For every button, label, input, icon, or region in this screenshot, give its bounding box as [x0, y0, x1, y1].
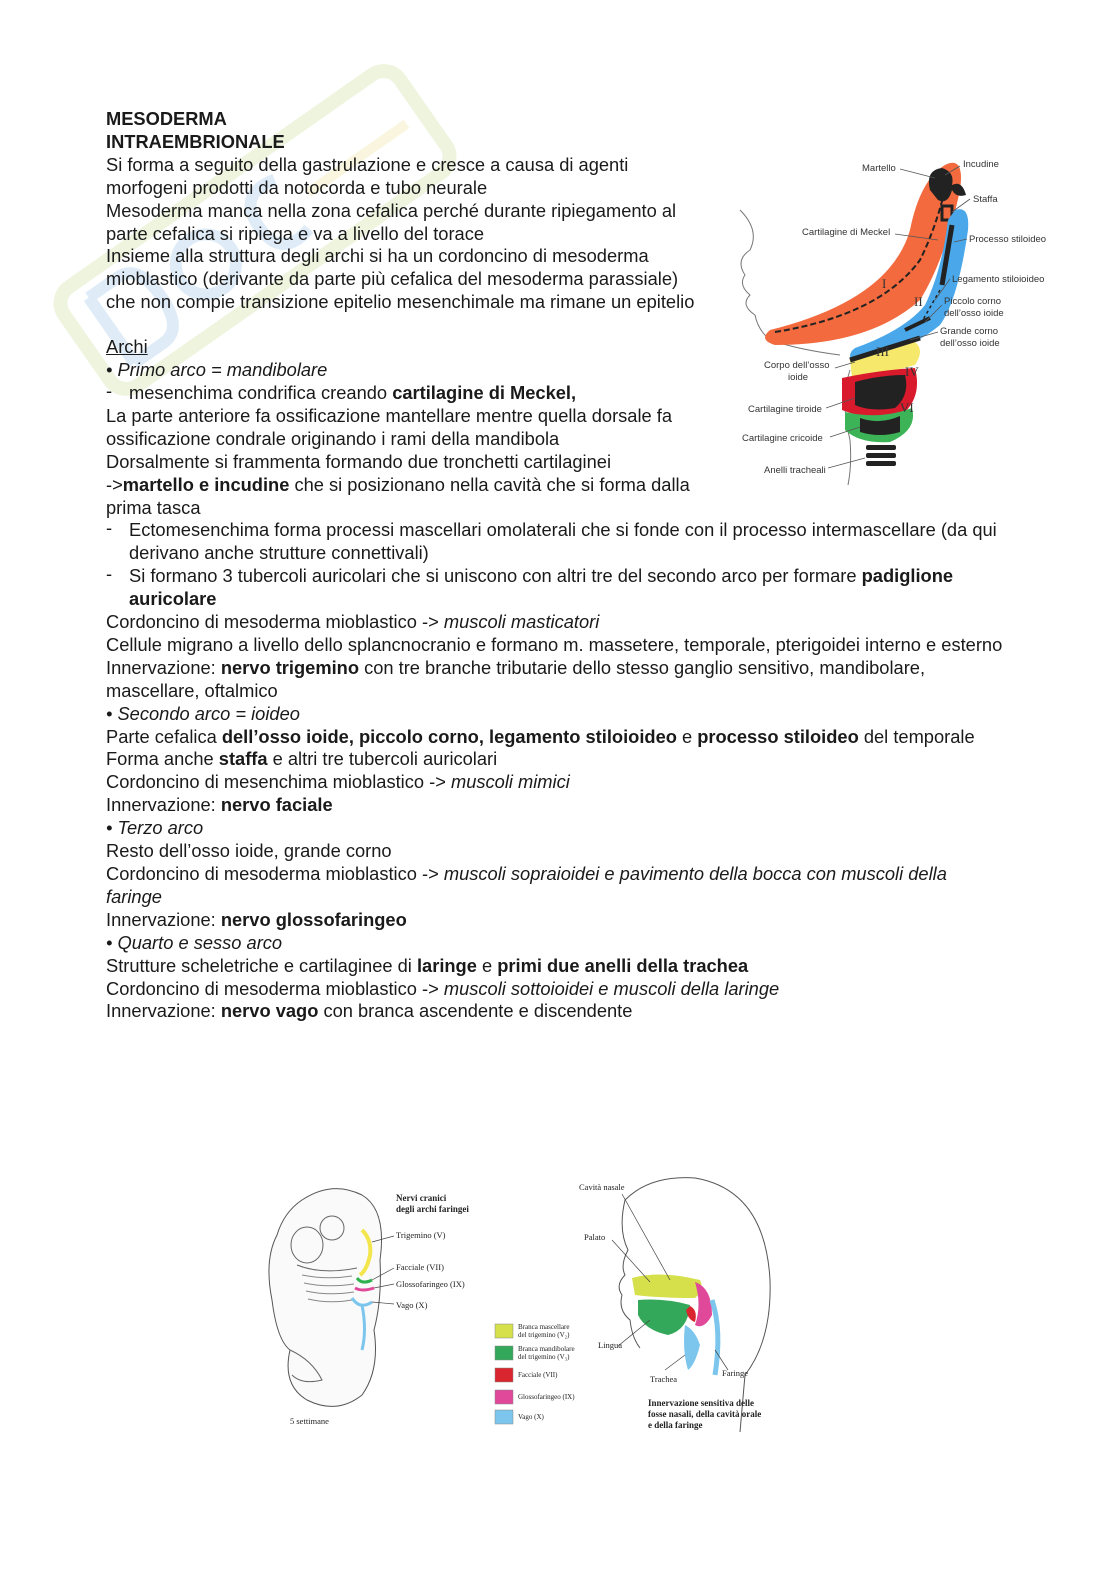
caption-line-2: fosse nasali, della cavità orale	[648, 1409, 762, 1419]
caption-line-3: e della faringe	[648, 1420, 703, 1430]
first-arch-innervation: Innervazione: nervo trigemino con tre branche tributarie dello stesso ganglio sensitivo, mandibolare, mascellare, oftalmico	[106, 656, 926, 701]
thyroid-cartilage	[855, 375, 906, 409]
label-corpo-ioide-2: ioide	[788, 372, 809, 383]
first-arch-bullet: • Primo arco = mandibolare	[106, 359, 328, 381]
third-arch-cordoncino: Cordoncino di mesoderma mioblastico -> muscoli sopraioidei e pavimento della bocca con muscoli della faringe	[106, 863, 947, 907]
legend-mandibolare-2: del trigemino (V₃)	[518, 1353, 570, 1361]
legend-glossofaringeo: Glossofaringeo (IX)	[518, 1393, 575, 1401]
intro-paragraph-2: Mesoderma manca nella zona cefalica perché durante ripiegamento al parte cefalica si ripiega e va a livello del torace	[106, 199, 677, 244]
label-incudine: Incudine	[963, 159, 999, 170]
label-meckel: Cartilagine di Meckel	[802, 227, 891, 238]
second-arch-innervation: Innervazione: nervo faciale	[106, 794, 333, 816]
label-cavita-nasale: Cavità nasale	[579, 1182, 625, 1192]
third-arch-bullet: • Terzo arco	[106, 817, 204, 839]
glossopharyngeal-region	[695, 1282, 712, 1326]
nerve-label-vago: Vago (X)	[396, 1300, 428, 1310]
first-arch-dash-1: - mesenchima condrifica creando cartilagine di Meckel,	[106, 382, 729, 405]
title-line-1: MESODERMA	[106, 108, 227, 129]
arch-cartilage-figure	[730, 150, 1060, 490]
head-innervation-figure	[490, 1170, 790, 1440]
numeral-ii: II	[914, 294, 923, 309]
third-arch-ioide: Resto dell’osso ioide, grande corno	[106, 840, 392, 862]
legend-swatch-vago	[495, 1410, 513, 1424]
nerve-label-trigemino: Trigemino (V)	[396, 1230, 446, 1240]
tracheal-ring-1	[866, 445, 896, 450]
tracheal-ring-3	[866, 461, 896, 466]
legend-mascellare-2: del trigemino (V₂)	[518, 1331, 570, 1339]
legend-swatch-facciale	[495, 1368, 513, 1382]
first-arch-ossification: La parte anteriore fa ossificazione mantellare mentre quella dorsale fa ossificazione condrale originando i rami della mandibola	[106, 404, 673, 449]
intro-paragraph-3: Insieme alla struttura degli archi si ha un cordoncino di mesoderma mioblastico (derivante da parte più cefalica del mesoderma parassiale) che non compie transizione epitelio mesenchimale ma rimane un epitelio	[106, 245, 695, 313]
first-arch-dash-2: - Ectomesenchima forma processi mascellari omolaterali che si fonde con il processo intermascellare (da qui derivano anche strutture connettivali)	[106, 519, 1006, 565]
first-arch-martello: ->martello e incudine che si posizionano nella cavità che si forma dalla prima tasca	[106, 473, 690, 518]
embryo-nerves-figure	[262, 1180, 492, 1430]
third-arch-innervation: Innervazione: nervo glossofaringeo	[106, 908, 407, 930]
label-staffa: Staffa	[973, 194, 998, 205]
numeral-vi: VI	[900, 400, 914, 415]
label-anelli: Anelli tracheali	[764, 465, 826, 476]
maxillary-region	[632, 1274, 702, 1298]
tracheal-ring-2	[866, 453, 896, 458]
label-processo-stiloideo: Processo stiloideo	[969, 234, 1047, 245]
nerve-label-facciale: Facciale (VII)	[396, 1262, 444, 1272]
first-arch-fragment: Dorsalmente si frammenta formando due tronchetti cartilaginei	[106, 450, 612, 472]
label-piccolo-corno-1: Piccolo corno	[944, 296, 1002, 307]
legend	[495, 1323, 575, 1424]
second-arch-cordoncino: Cordoncino di mesenchima mioblastico -> muscoli mimici	[106, 771, 570, 793]
fourth-arch-bullet: • Quarto e sesso arco	[106, 931, 283, 953]
label-piccolo-corno-2: dell’osso ioide	[944, 308, 1004, 319]
fourth-arch-structures: Strutture scheletriche e cartilaginee di laringe e primi due anelli della trachea	[106, 954, 749, 976]
legend-vago: Vago (X)	[518, 1413, 544, 1421]
first-arch-dash-3: - Si formano 3 tubercoli auricolari che si uniscono con altri tre del secondo arco per formare padiglione auricolare	[106, 565, 1006, 611]
legend-mascellare-1: Branca mascellare	[518, 1323, 570, 1331]
label-lingua: Lingua	[598, 1340, 623, 1350]
numeral-iv: IV	[905, 364, 919, 379]
legend-facciale: Facciale (VII)	[518, 1371, 558, 1379]
label-grande-corno-2: dell’osso ioide	[940, 338, 1000, 349]
label-trachea: Trachea	[650, 1374, 678, 1384]
label-legamento: Legamento stiloioideo	[952, 274, 1045, 285]
legend-swatch-mandibolare	[495, 1346, 513, 1360]
legend-mandibolare-1: Branca mandibolare	[518, 1345, 575, 1353]
vagus-region	[684, 1325, 700, 1370]
title-line-2: INTRAEMBRIONALE	[106, 130, 285, 152]
first-arch-cells: Cellule migrano a livello dello splancnocranio e formano m. massetere, temporale, pterigoidei interno e esterno	[106, 633, 1003, 655]
intro-paragraph-1: Si forma a seguito della gastrulazione e cresce a causa di agenti morfogeni prodotti da notocorda e tubo neurale	[106, 153, 629, 198]
numeral-i: I	[882, 276, 887, 291]
legend-swatch-glossofaringeo	[495, 1390, 513, 1404]
label-corpo-ioide-1: Corpo dell’osso	[764, 360, 830, 371]
nerve-label-glossofaringeo: Glossofaringeo (IX)	[396, 1279, 465, 1289]
second-arch-staffa: Forma anche staffa e altri tre tubercoli auricolari	[106, 748, 498, 770]
label-cricoide: Cartilagine cricoide	[742, 433, 823, 444]
embryo-age-label: 5 settimane	[290, 1416, 329, 1426]
first-arch-cordoncino: Cordoncino di mesoderma mioblastico -> muscoli masticatori	[106, 611, 600, 633]
nerves-title-2: degli archi faringei	[396, 1204, 469, 1214]
label-faringe: Faringe	[722, 1368, 748, 1378]
nerves-title-1: Nervi cranici	[396, 1193, 447, 1203]
numeral-iii: III	[876, 344, 889, 359]
second-arch-bullet: • Secondo arco = ioideo	[106, 702, 300, 724]
second-arch-parte-cefalica: Parte cefalica dell’osso ioide, piccolo corno, legamento stiloioideo e processo stiloideo del temporale	[106, 725, 975, 747]
caption-line-1: Innervazione sensitiva delle	[648, 1398, 754, 1408]
fourth-arch-cordoncino: Cordoncino di mesoderma mioblastico -> muscoli sottoioidei e muscoli della laringe	[106, 977, 780, 999]
mandibular-region	[638, 1300, 690, 1335]
embryo-outline	[269, 1189, 382, 1407]
legend-swatch-mascellare	[495, 1324, 513, 1338]
label-tiroide: Cartilagine tiroide	[748, 404, 822, 415]
label-martello: Martello	[862, 163, 896, 174]
fourth-arch-innervation: Innervazione: nervo vago con branca ascendente e discendente	[106, 1000, 633, 1022]
label-grande-corno-1: Grande corno	[940, 326, 999, 337]
archi-heading: Archi	[106, 336, 148, 358]
label-palato: Palato	[584, 1232, 606, 1242]
